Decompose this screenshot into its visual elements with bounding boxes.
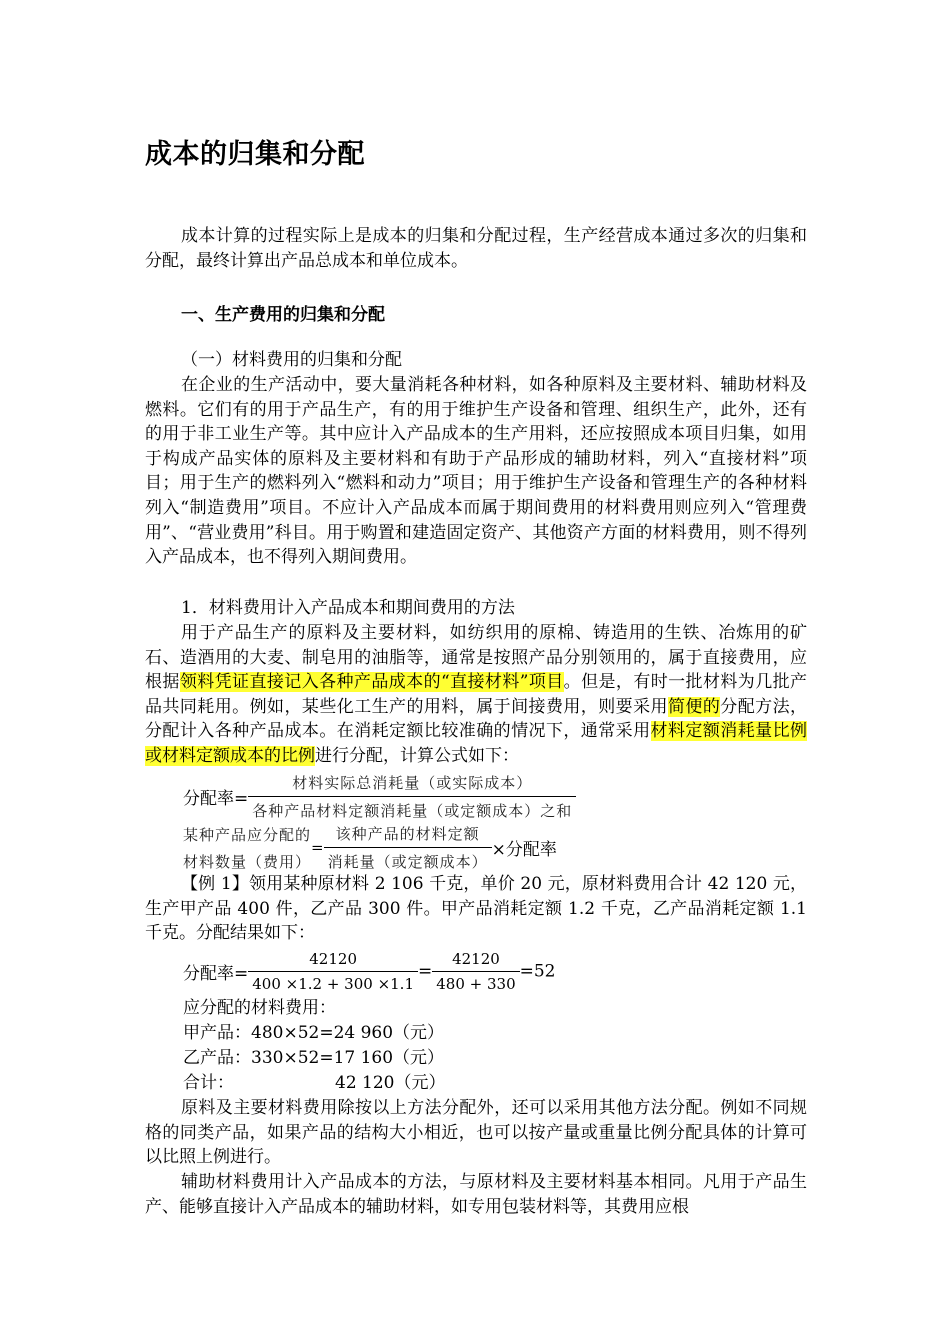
allocation-rate-formula [183, 772, 576, 821]
result-total-label: 合计： [183, 1073, 234, 1093]
formula-right-denominator: 消耗量（或定额成本） [327, 853, 488, 871]
formula-left-top: 某种产品应分配的 [183, 825, 312, 844]
intro-paragraph: 成本计算的过程实际上是成本的归集和分配过程，生产经营成本通过多次的归集和分配，最终计算出产品总成本和单位成本。 [145, 226, 807, 271]
highlighted-text: 材料定额消耗量比例或材料定额成本的比例 [145, 721, 808, 766]
formula-left-bottom: 材料数量（费用） [183, 852, 312, 871]
formula-numerator: 42120 [248, 950, 418, 972]
example-paragraph: 【例 1】领用某种原材料 2 106 千克，单价 20 元，原材料费用合计 42 120 元，生产甲产品 400 件，乙产品 300 件。甲产品消耗定额 1.2 千克，乙产品消耗定额 1.1 千克。分配结果如下： [145, 874, 807, 944]
other-methods-paragraph: 原料及主要材料费用除按以上方法分配外，还可以采用其他方法分配。例如不同规格的同类产品，如果产品的结构大小相近，也可以按产量或重量比例分配具体的计算可以比照上例进行。 [145, 1098, 807, 1168]
direct-materials-paragraph [145, 621, 807, 769]
text-segment: 。但是，有时一批材料为几批产品共同耗用。例如，某些化工生产的用料，属于间接费用，则要采用 [145, 672, 808, 717]
highlighted-text: 领料凭证直接记入各种产品成本的“直接材料”项目 [179, 672, 564, 693]
highlighted-text: 简便的 [667, 696, 721, 717]
formula-result: =52 [519, 961, 556, 982]
text-segment: 用于产品生产的原料及主要材料，如纺织用的原棉、铸造用的生铁、冶炼用的矿石、造酒用的大麦、制皂用的油脂等，通常是按照产品分别领用的，属于直接费用，应根据 [145, 623, 807, 693]
text-segment: 分配方法，分配计入各种产品成本。在消耗定额比较准确的情况下，通常采用 [145, 696, 808, 742]
formula-denominator: 各种产品材料定额消耗量（或定额成本）之和 [252, 802, 573, 820]
formula-numerator: 材料实际总消耗量（或实际成本） [248, 772, 576, 797]
formula-fraction-1 [248, 950, 418, 993]
product-allocation-formula [183, 823, 557, 872]
formula-label: 分配率= [183, 789, 249, 809]
auxiliary-materials-paragraph: 辅助材料费用计入产品成本的方法，与原材料及主要材料基本相同。凡用于产品生产、能够直接计入产品成本的辅助材料，如专用包装材料等，其费用应根 [145, 1172, 807, 1217]
text-segment: 进行分配，计算公式如下： [315, 745, 519, 766]
formula-denominator: 400 ×1.2 + 300 ×1.1 [252, 975, 414, 993]
result-total-value: 42 120（元） [335, 1073, 446, 1093]
formula-denominator: 480 + 330 [436, 975, 516, 993]
formula-equals: = [418, 961, 433, 982]
formula-equals: = [311, 838, 324, 857]
example-rate-formula [183, 950, 556, 993]
formula-right-numerator: 该种产品的材料定额 [324, 823, 492, 848]
subsection-heading: （一）材料费用的归集和分配 [181, 350, 402, 370]
formula-fraction-2 [432, 950, 519, 993]
formula-left-term [183, 824, 311, 872]
results-heading: 应分配的材料费用： [183, 998, 336, 1018]
result-line-b: 乙产品：330×52=17 160（元） [183, 1048, 445, 1068]
item-heading: 1．材料费用计入产品成本和期间费用的方法 [181, 598, 515, 618]
page-title: 成本的归集和分配 [145, 139, 365, 170]
formula-label: 分配率= [183, 964, 249, 984]
result-line-a: 甲产品：480×52=24 960（元） [183, 1023, 445, 1043]
formula-suffix: ×分配率 [491, 840, 557, 860]
formula-fraction [248, 772, 576, 821]
section-heading: 一、生产费用的归集和分配 [181, 305, 385, 325]
formula-numerator: 42120 [432, 950, 519, 972]
materials-paragraph: 在企业的生产活动中，要大量消耗各种材料，如各种原料及主要材料、辅助材料及燃料。它们有的用于产品生产，有的用于维护生产设备和管理、组织生产，此外，还有的用于非工业生产等。其中应计入产品成本的生产用料，还应按照成本项目归集，如用于构成产品实体的原料及主要材料和有助于产品形成的辅助材料，列入“直接材料”项目；用于生产的燃料列入“燃料和动力”项目；用于维护生产设备和管理生产的各种材料列入“制造费用”项目。不应计入产品成本而属于期间费用的材料费用则应列入“管理费用”、“营业费用”科目。用于购置和建造固定资产、其他资产方面的材料费用，则不得列入产品成本，也不得列入期间费用。 [145, 375, 807, 568]
formula-right-fraction [324, 823, 492, 872]
